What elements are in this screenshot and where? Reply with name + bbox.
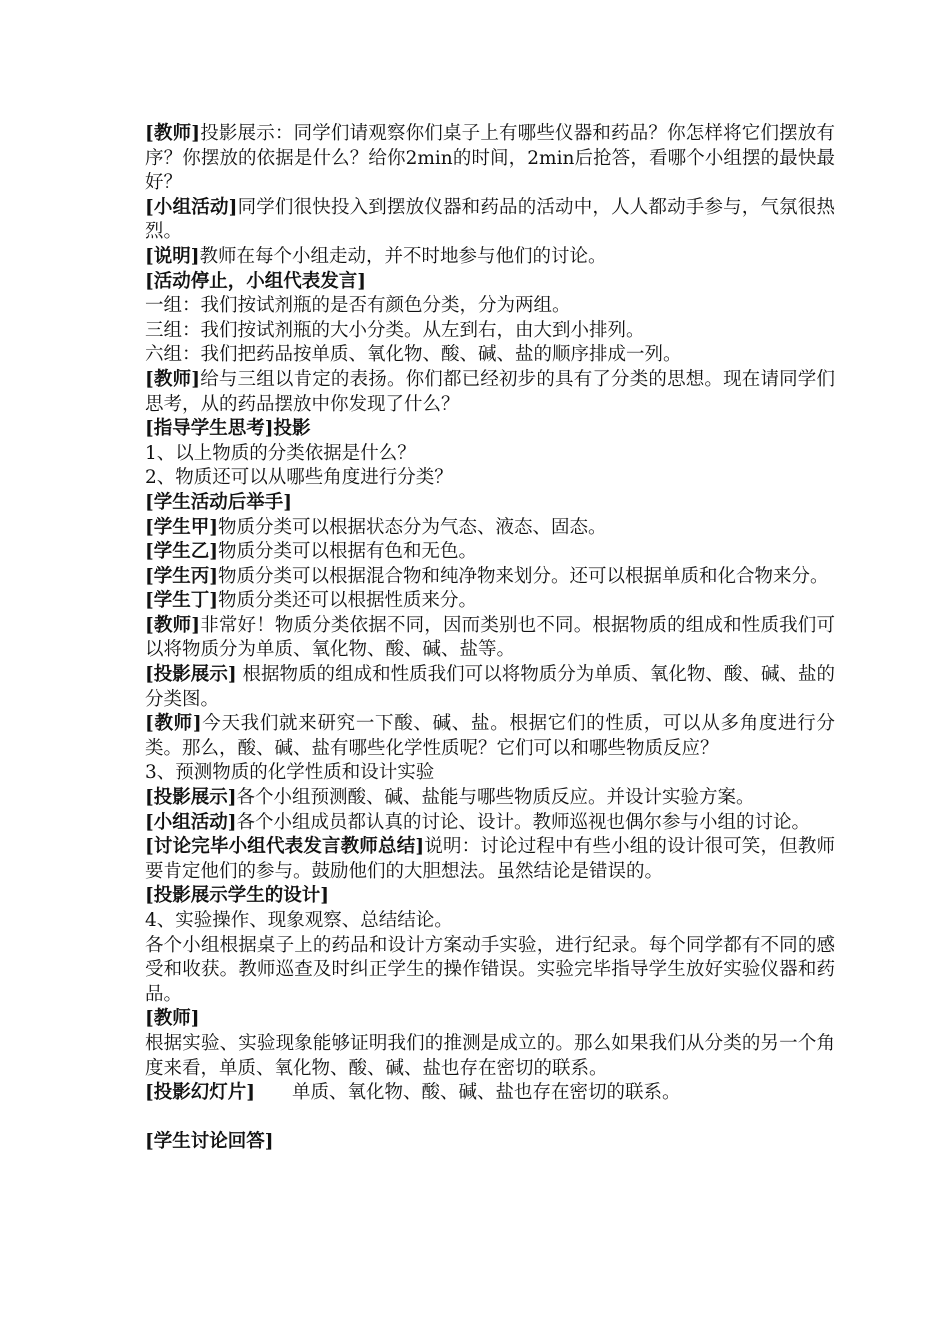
document-page	[145, 122, 835, 1155]
paragraph-tag: [小组活动]	[145, 811, 237, 833]
paragraph	[145, 122, 835, 196]
paragraph	[145, 294, 835, 319]
paragraph-tag: [学生乙]	[145, 541, 219, 563]
paragraph-text: 同学们很快投入到摆放仪器和药品的活动中，人人都动手参与，气氛很热烈。	[145, 196, 835, 243]
paragraph	[145, 245, 835, 270]
paragraph-tag: [教师]	[145, 614, 201, 636]
paragraph	[145, 196, 835, 245]
paragraph	[145, 589, 835, 614]
paragraph-text: 说明：讨论过程中有些小组的设计很可笑，但教师要肯定他们的参与。鼓励他们的大胆想法。虽然结论是错误的。	[145, 836, 835, 882]
paragraph-tag: [学生丙]	[145, 565, 219, 587]
paragraph-tag: [指导学生思考]投影	[145, 418, 311, 440]
paragraph	[145, 663, 835, 712]
paragraph-text: 各个小组根据桌子上的药品和设计方案动手实验，进行纪录。每个同学都有不同的感受和收获。教师巡查及时纠正学生的操作错误。实验完毕指导学生放好实验仪器和药品。	[145, 934, 835, 1005]
paragraph-text: 非常好！物质分类依据不同，因而类别也不同。根据物质的组成和性质我们可以将物质分为单质、氧化物、酸、碱、盐等。	[145, 614, 835, 661]
paragraph	[145, 466, 835, 491]
paragraph	[145, 270, 835, 295]
paragraph	[145, 516, 835, 541]
paragraph-text: 1、以上物质的分类依据是什么？	[145, 442, 416, 464]
paragraph-tag: [投影幻灯片]	[145, 1082, 256, 1104]
paragraph-text: 物质分类可以根据混合物和纯净物来划分。还可以根据单质和化合物来分。	[218, 565, 829, 587]
paragraph-tag: [学生甲]	[145, 516, 219, 538]
paragraph	[145, 319, 835, 344]
paragraph	[145, 614, 835, 663]
paragraph	[145, 1081, 835, 1106]
paragraph-text: 单质、氧化物、酸、碱、盐也存在密切的联系。	[255, 1082, 681, 1104]
paragraph-tag: [教师]	[145, 368, 201, 390]
paragraph-text: 2、物质还可以从哪些角度进行分类？	[145, 467, 453, 489]
paragraph	[145, 442, 835, 467]
paragraph-tag: [活动停止，小组代表发言]	[145, 270, 367, 292]
paragraph	[145, 835, 835, 884]
paragraph	[145, 491, 835, 516]
paragraph-tag: [讨论完毕小组代表发言教师总结]	[145, 836, 425, 858]
paragraph	[145, 343, 835, 368]
paragraph-text: 给与三组以肯定的表扬。你们都已经初步的具有了分类的思想。现在请同学们思考，从的药品摆放中你发现了什么？	[145, 368, 835, 415]
paragraph-text: 物质分类可以根据有色和无色。	[218, 541, 478, 563]
paragraph	[145, 417, 835, 442]
paragraph	[145, 761, 835, 786]
paragraph-tag: [教师]	[145, 1008, 200, 1030]
paragraph-tag: [说明]	[145, 245, 200, 267]
paragraph-text: 教师在每个小组走动，并不时地参与他们的讨论。	[199, 245, 607, 267]
paragraph-tag: [投影展示学生的设计]	[145, 885, 330, 907]
paragraph-text: 各个小组成员都认真的讨论、设计。教师巡视也偶尔参与小组的讨论。	[236, 811, 811, 833]
paragraph-text: 今天我们就来研究一下酸、碱、盐。根据它们的性质，可以从多角度进行分类。那么，酸、碱、盐有哪些化学性质呢？它们可以和哪些物质反应？	[145, 713, 835, 759]
paragraph-tag: [小组活动]	[145, 196, 238, 218]
paragraph	[145, 1007, 835, 1032]
paragraph	[145, 811, 835, 836]
paragraph-tag: [学生丁]	[145, 590, 219, 612]
paragraph-text: 三组：我们按试剂瓶的大小分类。从左到右，由大到小排列。	[145, 319, 645, 341]
paragraph	[145, 1032, 835, 1081]
paragraph-tag: [教师]	[145, 123, 201, 144]
paragraph-text: 4、实验操作、现象观察、总结结论。	[145, 910, 453, 931]
paragraph-tag: [投影展示]	[145, 787, 237, 809]
paragraph-tag: [教师]	[145, 713, 202, 735]
paragraph-text: 3、预测物质的化学性质和设计实验	[145, 762, 435, 784]
paragraph-text: 根据实验、实验现象能够证明我们的推测是成立的。那么如果我们从分类的另一个角度来看，单质、氧化物、酸、碱、盐也存在密切的联系。	[145, 1032, 835, 1079]
paragraph-text: 各个小组预测酸、碱、盐能与哪些物质反应。并设计实验方案。	[236, 787, 755, 809]
paragraph-text: 根据物质的组成和性质我们可以将物质分为单质、氧化物、酸、碱、盐的分类图。	[145, 664, 835, 710]
paragraph-tag: [学生活动后举手]	[145, 491, 293, 513]
paragraph-text: 一组：我们按试剂瓶的是否有颜色分类，分为两组。	[145, 295, 571, 317]
paragraph	[145, 712, 835, 761]
paragraph-tag: [学生讨论回答]	[145, 1131, 274, 1153]
paragraph-text: 六组：我们把药品按单质、氧化物、酸、碱、盐的顺序排成一列。	[145, 344, 682, 366]
paragraph	[145, 1130, 835, 1155]
paragraph	[145, 368, 835, 417]
paragraph	[145, 540, 835, 565]
blank-line	[145, 1106, 835, 1131]
paragraph	[145, 565, 835, 590]
paragraph-text: 物质分类还可以根据性质来分。	[218, 590, 478, 612]
paragraph-text: 投影展示：同学们请观察你们桌子上有哪些仪器和药品？你怎样将它们摆放有序？你摆放的依据是什么？给你2min的时间，2min后抢答，看哪个小组摆的最快最好？	[145, 123, 835, 194]
paragraph	[145, 909, 835, 934]
paragraph-tag: [投影展示]	[145, 664, 237, 686]
paragraph	[145, 884, 835, 909]
paragraph-text: 物质分类可以根据状态分为气态、液态、固态。	[218, 516, 607, 538]
paragraph	[145, 786, 835, 811]
paragraph	[145, 934, 835, 1008]
